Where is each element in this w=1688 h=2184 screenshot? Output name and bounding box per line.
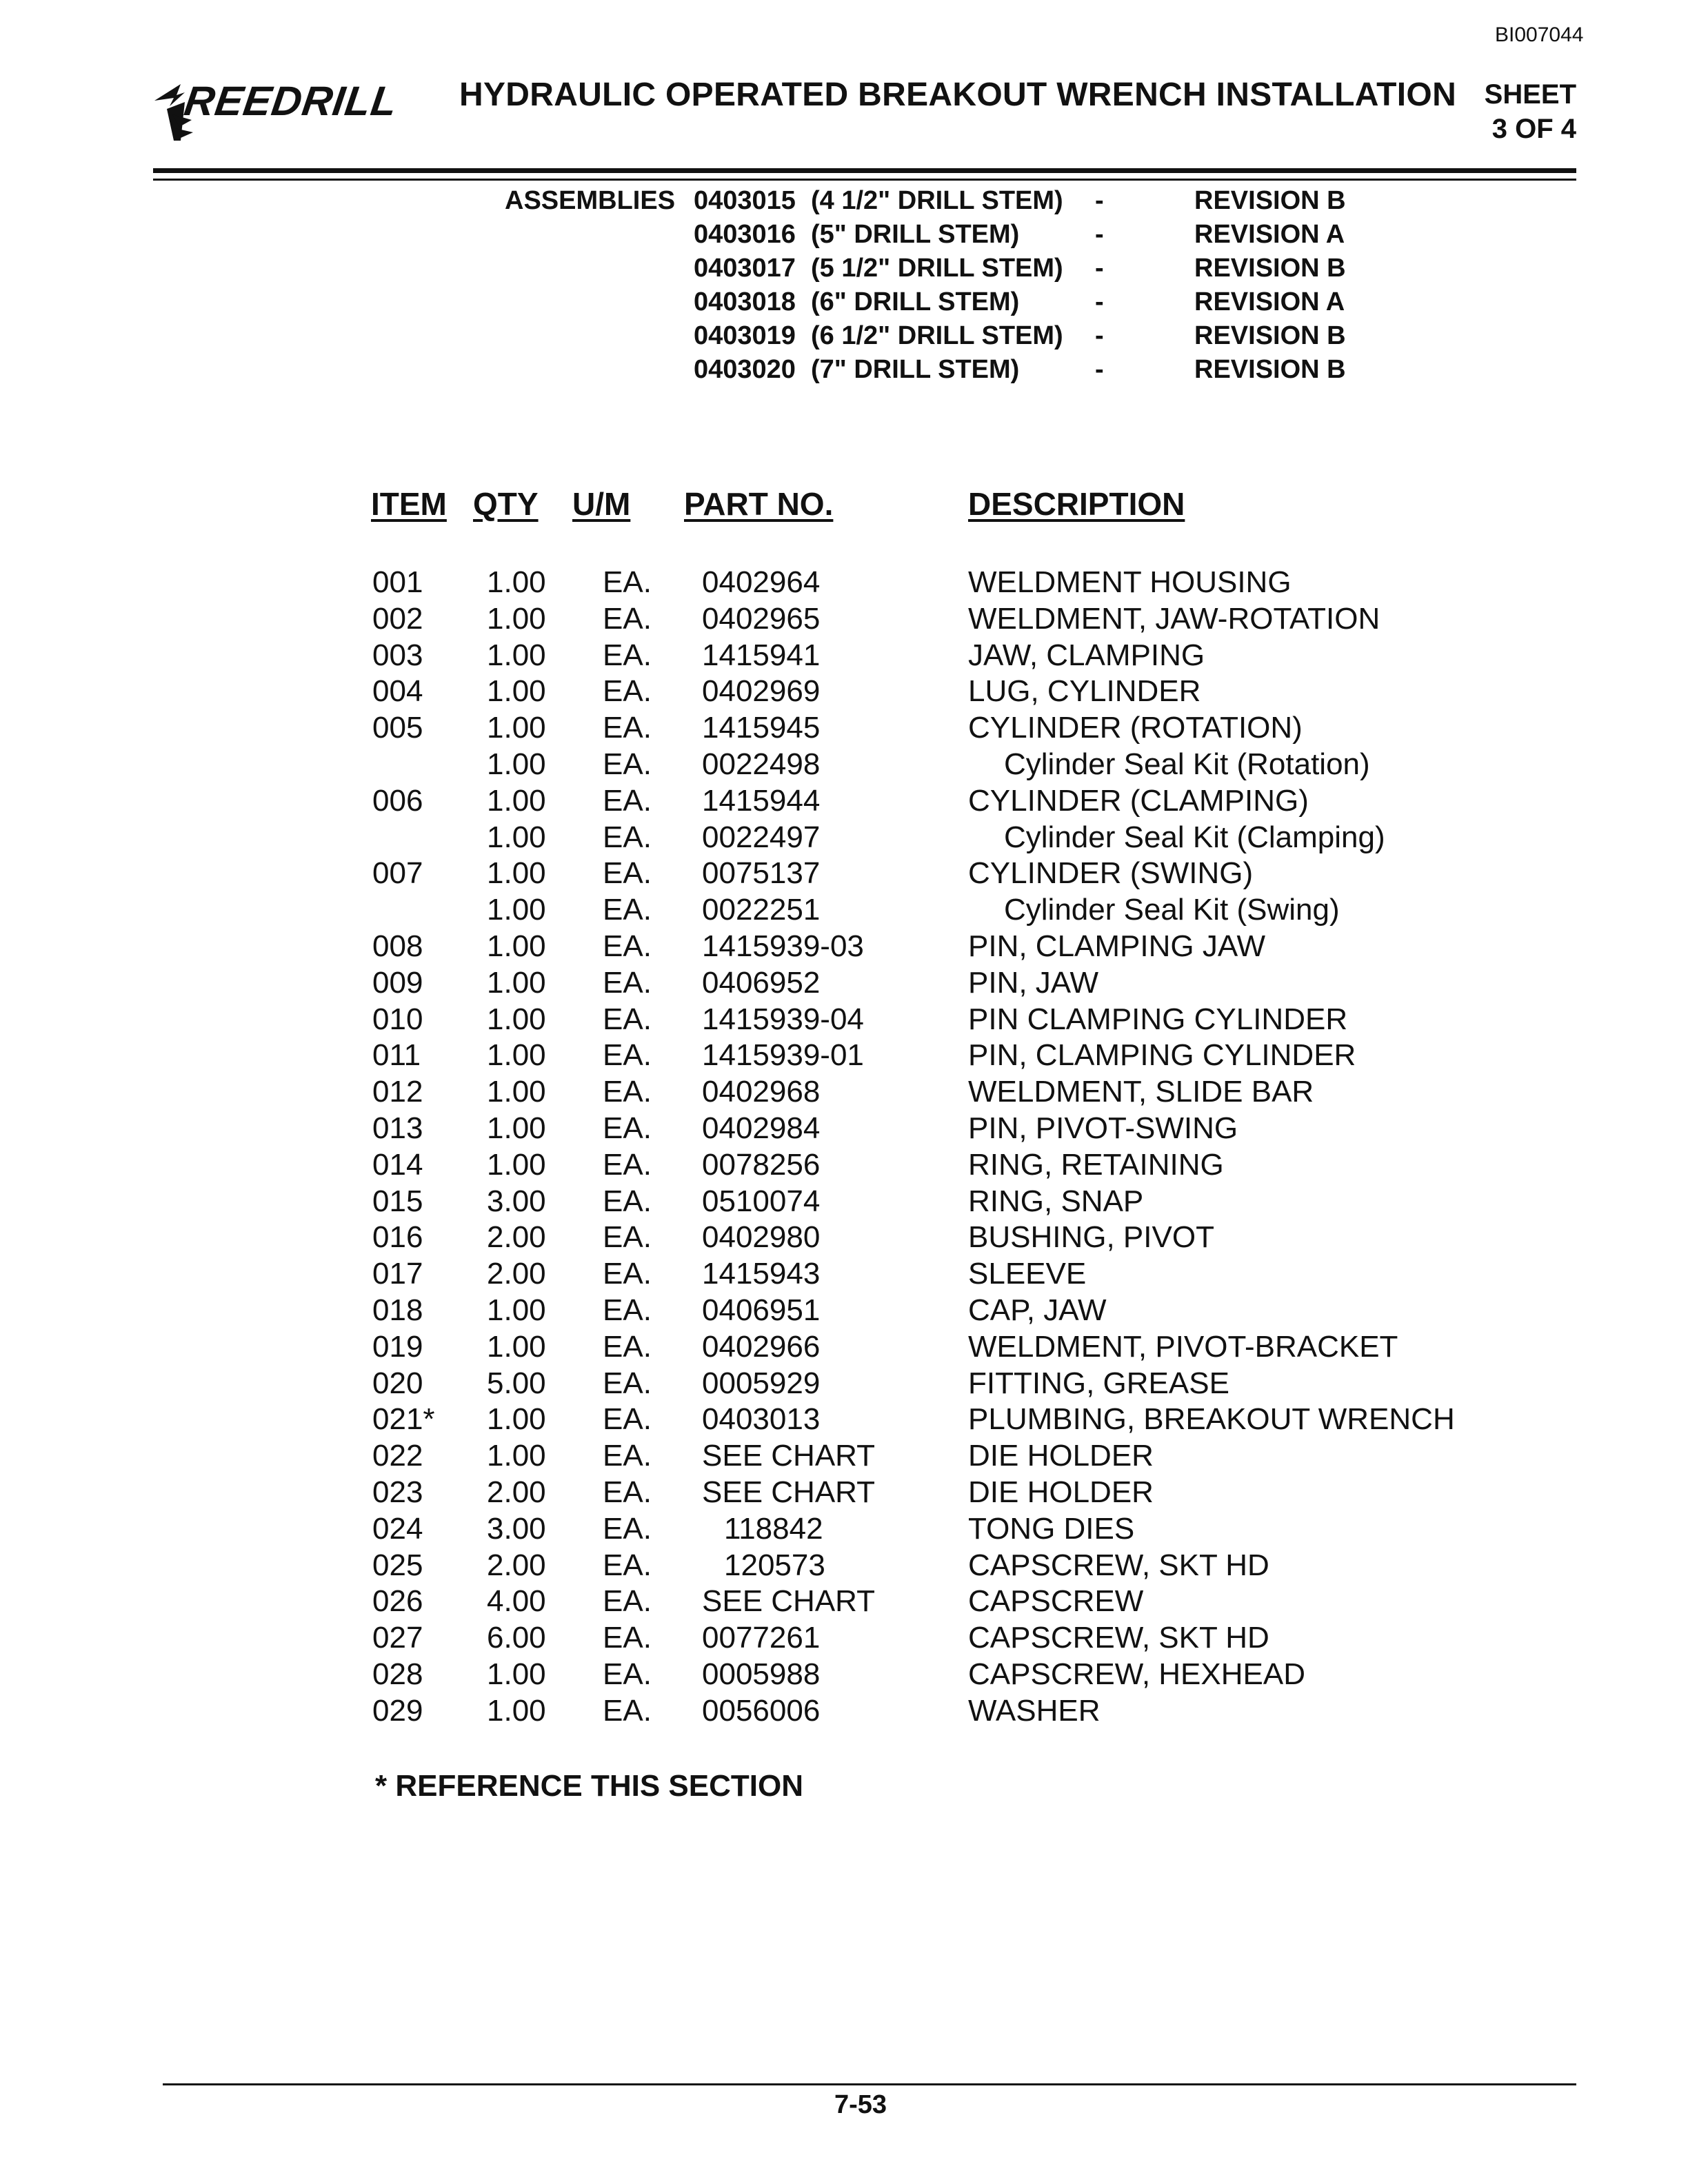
item-number: 008 [372,929,423,963]
unit-of-measure: EA. [603,783,652,818]
document-id: BI007044 [1495,23,1584,46]
unit-of-measure: EA. [603,1075,652,1109]
item-number: 019 [372,1329,423,1364]
assembly-dash: - [1095,186,1104,215]
part-number: 0005929 [702,1366,821,1400]
unit-of-measure: EA. [603,1111,652,1145]
unit-of-measure: EA. [603,1257,652,1291]
sheet-label: SHEET [1484,79,1576,110]
quantity: 3.00 [487,1184,546,1218]
part-number: 0075137 [702,856,821,891]
part-description: PIN CLAMPING CYLINDER [968,1002,1348,1036]
item-number: 011 [372,1038,421,1073]
part-number: 0402984 [702,1111,821,1145]
part-description: CYLINDER (ROTATION) [968,711,1303,745]
quantity: 5.00 [487,1366,546,1400]
part-description: CAPSCREW, HEXHEAD [968,1657,1305,1691]
item-number: 013 [372,1111,423,1145]
column-header-qty: QTY [473,486,539,522]
part-number: SEE CHART [702,1475,876,1509]
part-number: 0005988 [702,1657,821,1691]
quantity: 1.00 [487,929,546,963]
part-description: WELDMENT, PIVOT-BRACKET [968,1329,1398,1364]
part-description: PIN, CLAMPING CYLINDER [968,1038,1356,1073]
item-number: 021* [372,1402,435,1437]
unit-of-measure: EA. [603,1621,652,1655]
quantity: 1.00 [487,856,546,891]
unit-of-measure: EA. [603,820,652,854]
quantity: 1.00 [487,1402,546,1437]
unit-of-measure: EA. [603,1402,652,1437]
part-number: 1415939-04 [702,1002,864,1036]
assembly-number: 0403019 [694,321,796,350]
quantity: 1.00 [487,1329,546,1364]
part-description: Cylinder Seal Kit (Rotation) [1004,747,1370,781]
table-row [0,856,1688,893]
part-description: DIE HOLDER [968,1475,1154,1509]
assembly-number: 0403018 [694,287,796,316]
quantity: 1.00 [487,601,546,636]
table-row [0,638,1688,675]
table-row [0,1075,1688,1111]
unit-of-measure: EA. [603,747,652,781]
part-description: TONG DIES [968,1511,1135,1546]
footer-rule [163,2083,1576,2085]
quantity: 1.00 [487,1147,546,1182]
assembly-revision: REVISION B [1194,355,1346,384]
part-number: 1415943 [702,1257,821,1291]
part-description: CAP, JAW [968,1293,1107,1327]
table-row [0,1257,1688,1293]
column-header-um: U/M [572,486,631,522]
brand-name: REEDRILL [181,78,401,124]
item-number: 027 [372,1621,423,1655]
assembly-description: (5" DRILL STEM) [811,220,1020,249]
item-number: 014 [372,1147,423,1182]
unit-of-measure: EA. [603,711,652,745]
assembly-revision: REVISION A [1194,287,1345,316]
item-number: 024 [372,1511,423,1546]
part-number: 0403013 [702,1402,821,1437]
part-description: WELDMENT, JAW-ROTATION [968,601,1380,636]
assembly-dash: - [1095,321,1104,350]
part-number: 0402980 [702,1220,821,1255]
quantity: 1.00 [487,1439,546,1473]
part-description: DIE HOLDER [968,1439,1154,1473]
unit-of-measure: EA. [603,601,652,636]
item-number: 020 [372,1366,423,1400]
part-number: 0022251 [702,893,821,927]
unit-of-measure: EA. [603,638,652,672]
unit-of-measure: EA. [603,1184,652,1218]
table-row [0,1402,1688,1439]
table-row [0,1002,1688,1039]
table-row [0,1657,1688,1694]
unit-of-measure: EA. [603,929,652,963]
table-row [0,1148,1688,1184]
item-number: 009 [372,965,423,1000]
item-number: 010 [372,1002,423,1036]
table-row [0,966,1688,1002]
unit-of-measure: EA. [603,1147,652,1182]
item-number: 025 [372,1548,423,1582]
table-row [0,1038,1688,1075]
table-row [0,1293,1688,1330]
part-description: WASHER [968,1693,1101,1728]
quantity: 1.00 [487,1111,546,1145]
column-header-item: ITEM [371,486,447,522]
part-number: 1415941 [702,638,821,672]
table-row [0,602,1688,638]
assembly-number: 0403015 [694,186,796,215]
item-number: 029 [372,1693,423,1728]
quantity: 1.00 [487,565,546,599]
table-row [0,1184,1688,1221]
assembly-revision: REVISION A [1194,220,1345,249]
item-number: 026 [372,1584,423,1619]
part-number: SEE CHART [702,1439,876,1473]
assembly-dash: - [1095,220,1104,249]
part-description: FITTING, GREASE [968,1366,1229,1400]
table-row [0,565,1688,602]
part-number: 0402964 [702,565,821,599]
part-description: CAPSCREW, SKT HD [968,1621,1269,1655]
assemblies-label: ASSEMBLIES [505,186,676,215]
header-rule [153,168,1576,173]
quantity: 1.00 [487,1657,546,1691]
quantity: 1.00 [487,747,546,781]
quantity: 1.00 [487,820,546,854]
part-description: CYLINDER (CLAMPING) [968,783,1309,818]
assembly-number: 0403020 [694,355,796,384]
assembly-dash: - [1095,287,1104,316]
part-description: CYLINDER (SWING) [968,856,1254,891]
sheet-indicator [1462,77,1576,146]
assembly-revision: REVISION B [1194,186,1346,215]
item-number: 017 [372,1257,423,1291]
unit-of-measure: EA. [603,1693,652,1728]
table-row [0,1694,1688,1730]
item-number: 012 [372,1075,423,1109]
part-number: 0022498 [702,747,821,781]
part-number: 0510074 [702,1184,821,1218]
part-description: PIN, CLAMPING JAW [968,929,1266,963]
quantity: 1.00 [487,638,546,672]
quantity: 1.00 [487,1693,546,1728]
header-rule-thin [153,179,1576,181]
part-number: 1415945 [702,711,821,745]
unit-of-measure: EA. [603,1511,652,1546]
table-row [0,929,1688,966]
part-description: Cylinder Seal Kit (Clamping) [1004,820,1385,854]
unit-of-measure: EA. [603,1475,652,1509]
assembly-description: (5 1/2" DRILL STEM) [811,254,1063,283]
part-number: 1415939-01 [702,1038,864,1073]
table-row [0,1512,1688,1548]
quantity: 1.00 [487,674,546,709]
part-number: 0402969 [702,674,821,709]
unit-of-measure: EA. [603,893,652,927]
assembly-dash: - [1095,355,1104,384]
quantity: 1.00 [487,1293,546,1327]
assembly-revision: REVISION B [1194,321,1346,350]
unit-of-measure: EA. [603,1329,652,1364]
item-number: 001 [372,565,423,599]
part-number: 0402966 [702,1329,821,1364]
quantity: 1.00 [487,1038,546,1073]
table-row [0,1584,1688,1621]
table-row [0,1366,1688,1403]
quantity: 1.00 [487,711,546,745]
quantity: 1.00 [487,1075,546,1109]
assembly-number: 0403016 [694,220,796,249]
column-header-description: DESCRIPTION [968,486,1185,522]
part-number: 0056006 [702,1693,821,1728]
quantity: 1.00 [487,783,546,818]
assembly-description: (7" DRILL STEM) [811,355,1020,384]
part-description: PIN, PIVOT-SWING [968,1111,1238,1145]
quantity: 2.00 [487,1475,546,1509]
assembly-description: (4 1/2" DRILL STEM) [811,186,1063,215]
unit-of-measure: EA. [603,1038,652,1073]
part-number: 120573 [724,1548,825,1582]
unit-of-measure: EA. [603,1220,652,1255]
quantity: 3.00 [487,1511,546,1546]
unit-of-measure: EA. [603,856,652,891]
part-number: 1415944 [702,783,821,818]
part-number: SEE CHART [702,1584,876,1619]
part-description: WELDMENT, SLIDE BAR [968,1075,1314,1109]
part-number: 118842 [724,1511,823,1546]
sheet-count: 3 OF 4 [1491,114,1576,144]
quantity: 6.00 [487,1621,546,1655]
part-description: SLEEVE [968,1257,1087,1291]
table-row [0,674,1688,711]
part-description: CAPSCREW [968,1584,1144,1619]
assembly-number: 0403017 [694,254,796,283]
part-number: 0402965 [702,601,821,636]
part-description: WELDMENT HOUSING [968,565,1292,599]
part-description: Cylinder Seal Kit (Swing) [1004,893,1340,927]
quantity: 1.00 [487,965,546,1000]
part-description: PIN, JAW [968,965,1099,1000]
table-row [0,747,1688,784]
table-row [0,1220,1688,1257]
unit-of-measure: EA. [603,1293,652,1327]
unit-of-measure: EA. [603,1366,652,1400]
item-number: 007 [372,856,423,891]
unit-of-measure: EA. [603,1584,652,1619]
parts-table [0,565,1688,1730]
item-number: 015 [372,1184,423,1218]
table-row [0,784,1688,820]
table-row [0,1548,1688,1585]
table-row [0,1621,1688,1657]
table-row [0,1475,1688,1512]
quantity: 2.00 [487,1257,546,1291]
assembly-description: (6" DRILL STEM) [811,287,1020,316]
quantity: 1.00 [487,1002,546,1036]
quantity: 4.00 [487,1584,546,1619]
part-description: RING, RETAINING [968,1147,1224,1182]
part-number: 0406952 [702,965,821,1000]
table-row [0,711,1688,747]
item-number: 028 [372,1657,423,1691]
part-description: CAPSCREW, SKT HD [968,1548,1269,1582]
item-number: 022 [372,1439,423,1473]
part-description: JAW, CLAMPING [968,638,1205,672]
table-row [0,1439,1688,1475]
unit-of-measure: EA. [603,1548,652,1582]
assembly-description: (6 1/2" DRILL STEM) [811,321,1063,350]
unit-of-measure: EA. [603,674,652,709]
assembly-dash: - [1095,254,1104,283]
unit-of-measure: EA. [603,965,652,1000]
table-row [0,820,1688,857]
item-number: 023 [372,1475,423,1509]
page-number: 7-53 [834,2090,887,2119]
item-number: 006 [372,783,423,818]
quantity: 2.00 [487,1548,546,1582]
item-number: 016 [372,1220,423,1255]
unit-of-measure: EA. [603,565,652,599]
quantity: 1.00 [487,893,546,927]
column-header-part-no: PART NO. [684,486,834,522]
part-number: 0402968 [702,1075,821,1109]
part-description: BUSHING, PIVOT [968,1220,1214,1255]
item-number: 005 [372,711,423,745]
part-number: 0078256 [702,1147,821,1182]
quantity: 2.00 [487,1220,546,1255]
table-row [0,1111,1688,1148]
unit-of-measure: EA. [603,1657,652,1691]
item-number: 018 [372,1293,423,1327]
table-row [0,1330,1688,1366]
unit-of-measure: EA. [603,1439,652,1473]
item-number: 002 [372,601,423,636]
item-number: 003 [372,638,423,672]
item-number: 004 [372,674,423,709]
document-title: HYDRAULIC OPERATED BREAKOUT WRENCH INSTALLATION [459,77,1457,113]
footnote: * REFERENCE THIS SECTION [375,1769,803,1803]
part-number: 1415939-03 [702,929,864,963]
part-description: RING, SNAP [968,1184,1144,1218]
part-description: LUG, CYLINDER [968,674,1201,709]
part-number: 0022497 [702,820,821,854]
table-row [0,893,1688,929]
part-number: 0406951 [702,1293,821,1327]
unit-of-measure: EA. [603,1002,652,1036]
part-number: 0077261 [702,1621,821,1655]
assembly-revision: REVISION B [1194,254,1346,283]
part-description: PLUMBING, BREAKOUT WRENCH [968,1402,1455,1437]
